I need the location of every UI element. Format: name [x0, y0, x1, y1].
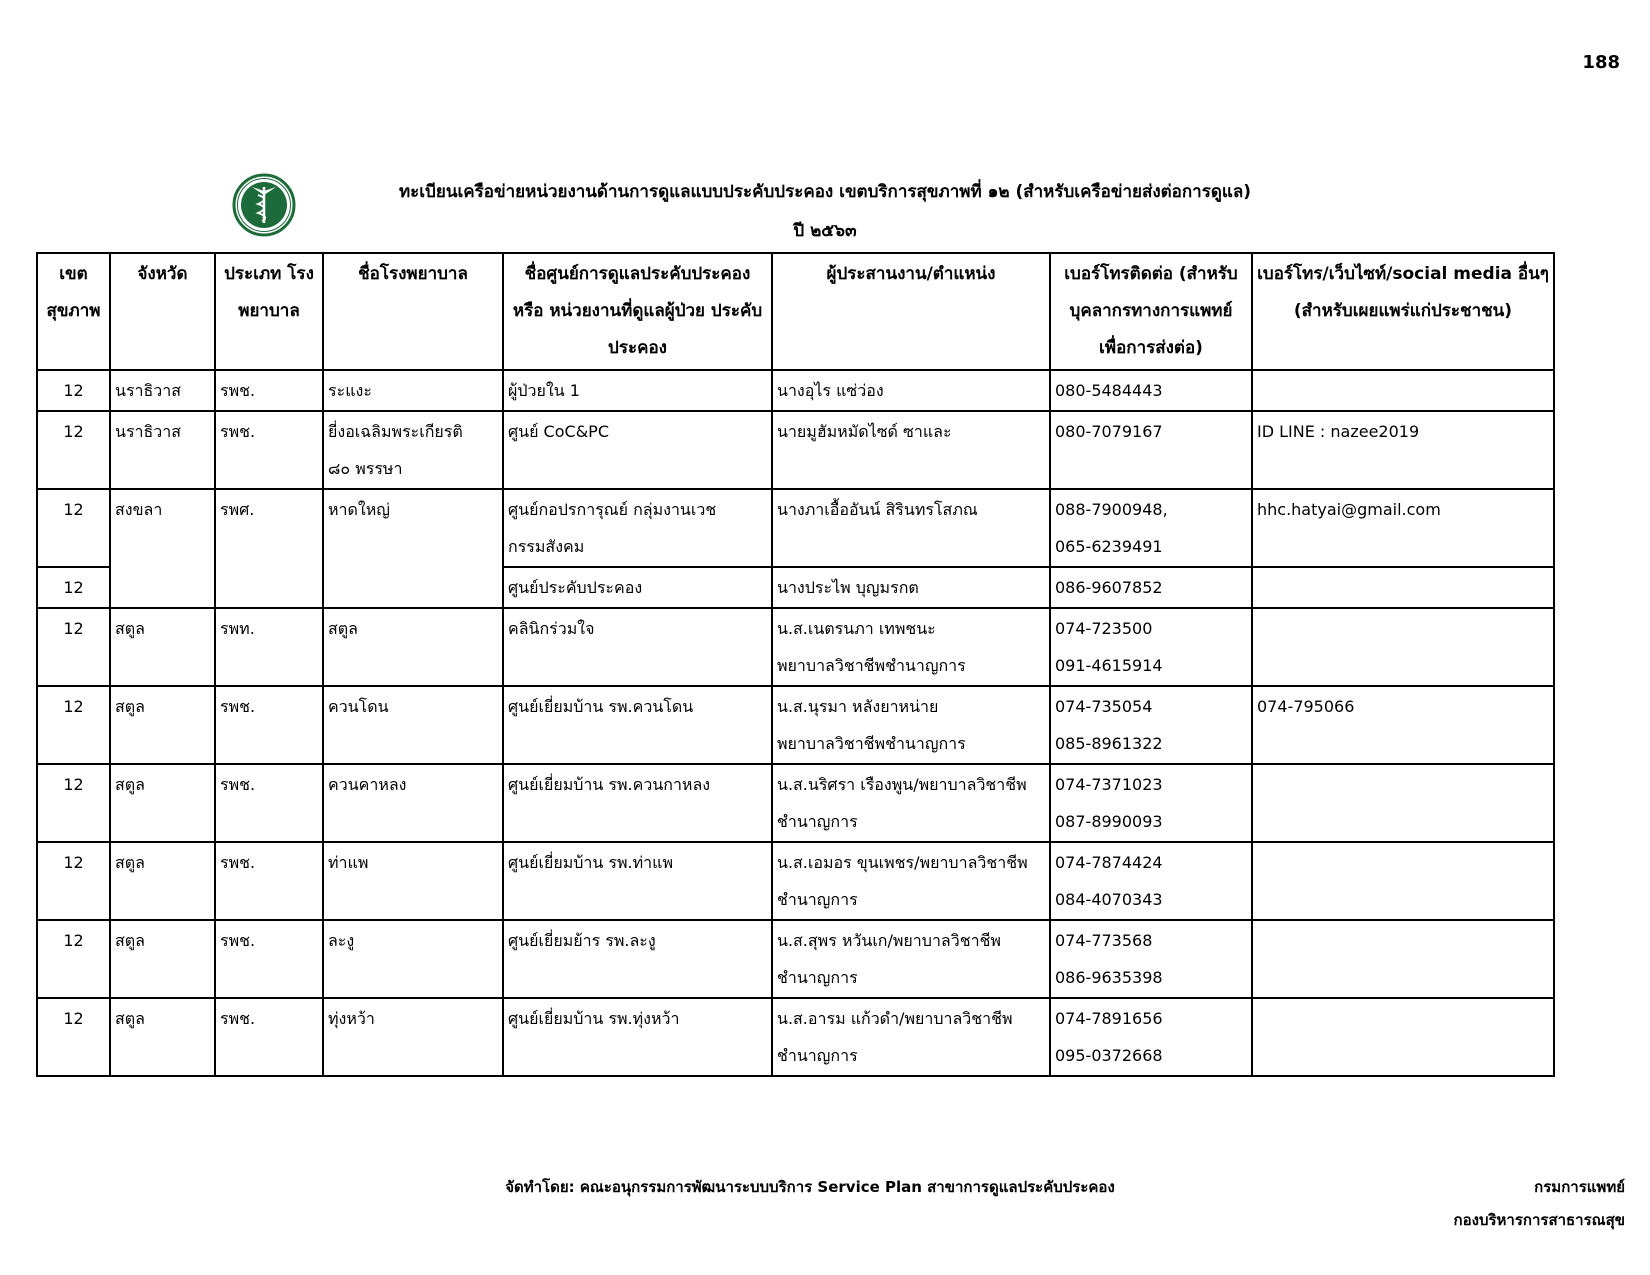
header-coordinator: ผู้ประสานงาน/ตำแหน่ง: [772, 253, 1050, 370]
table-header-row: [37, 253, 1554, 370]
cell-line: ศูนย์ CoC&PC: [508, 422, 609, 441]
cell-line: ศูนย์เยี่ยมบ้าน รพ.ท่าแพ: [508, 853, 674, 872]
cell-referral-phone: [1050, 998, 1252, 1076]
cell-province: สตูล: [110, 998, 215, 1076]
page-number: 188: [1582, 52, 1620, 73]
cell-line: น.ส.นุรมา หลังยาหน่าย: [777, 697, 939, 716]
table-row: [37, 842, 1554, 920]
cell-line: หาดใหญ่: [328, 500, 390, 519]
cell-center-name: [503, 920, 772, 998]
footer-prepared-by: จัดทำโดย: คณะอนุกรรมการพัฒนาระบบบริการ Service Plan สาขาการดูแลประคับประคอง: [505, 1178, 1115, 1196]
cell-hospital-type: รพศ.: [215, 489, 323, 608]
cell-line: ยี่งอเฉลิมพระเกียรติ: [328, 422, 463, 441]
cell-center-name: [503, 567, 772, 608]
header-center-name: ชื่อศูนย์การดูแลประคับประคอง หรือ หน่วยงานที่ดูแลผู้ป่วย ประคับประคอง: [503, 253, 772, 370]
cell-zone: 12: [37, 998, 110, 1076]
cell-line: 074-7371023: [1055, 775, 1163, 794]
cell-line: ชำนาญการ: [777, 812, 858, 831]
cell-line: สตูล: [328, 619, 358, 638]
header-referral-phone: เบอร์โทรติดต่อ (สำหรับ บุคลากรทางการแพทย์ เพื่อการส่งต่อ): [1050, 253, 1252, 370]
cell-public-contact: [1252, 920, 1554, 998]
cell-province: สงขลา: [110, 489, 215, 608]
cell-referral-phone: [1050, 567, 1252, 608]
cell-line: ระแงะ: [328, 381, 372, 400]
footer-department: กรมการแพทย์: [1534, 1178, 1625, 1196]
cell-line: 088-7900948,: [1055, 500, 1168, 519]
cell-province: นราธิวาส: [110, 411, 215, 489]
cell-line: ศูนย์กอปรการุณย์ กลุ่มงานเวช: [508, 500, 717, 519]
cell-coordinator: [772, 608, 1050, 686]
cell-zone: 12: [37, 411, 110, 489]
cell-coordinator: [772, 920, 1050, 998]
cell-line: 095-0372668: [1055, 1046, 1163, 1065]
cell-public-contact: [1252, 764, 1554, 842]
cell-hospital-type: รพช.: [215, 920, 323, 998]
cell-province: สตูล: [110, 842, 215, 920]
cell-hospital-type: รพช.: [215, 370, 323, 411]
cell-public-contact: [1252, 370, 1554, 411]
cell-line: ศูนย์ประคับประคอง: [508, 578, 643, 597]
cell-zone: 12: [37, 567, 110, 608]
cell-referral-phone: [1050, 842, 1252, 920]
cell-referral-phone: [1050, 608, 1252, 686]
cell-hospital-name: [323, 370, 503, 411]
cell-line: ศูนย์เยี่ยมย้าร รพ.ละงู: [508, 931, 656, 950]
cell-hospital-name: [323, 489, 503, 608]
cell-line: นางภาเอื้ออันน์ สิรินทรโสภณ: [777, 500, 978, 519]
cell-line: ท่าแพ: [328, 853, 369, 872]
cell-line: 080-5484443: [1055, 381, 1163, 400]
cell-center-name: [503, 411, 772, 489]
table-row: [37, 764, 1554, 842]
cell-hospital-type: รพท.: [215, 608, 323, 686]
cell-line: 074-773568: [1055, 931, 1153, 950]
cell-line: 086-9635398: [1055, 968, 1163, 987]
cell-public-contact: ID LINE : nazee2019: [1252, 411, 1554, 489]
cell-coordinator: [772, 842, 1050, 920]
cell-line: ทุ่งหว้า: [328, 1009, 375, 1028]
cell-line: พยาบาลวิชาชีพชำนาญการ: [777, 734, 966, 753]
table-row: [37, 489, 1554, 567]
cell-line: 080-7079167: [1055, 422, 1163, 441]
table-row: [37, 608, 1554, 686]
cell-hospital-name: [323, 411, 503, 489]
cell-referral-phone: [1050, 370, 1252, 411]
cell-hospital-name: [323, 998, 503, 1076]
header-zone: เขต สุขภาพ: [37, 253, 110, 370]
cell-line: ควนโดน: [328, 697, 389, 716]
cell-center-name: [503, 842, 772, 920]
cell-hospital-type: รพช.: [215, 686, 323, 764]
cell-coordinator: [772, 567, 1050, 608]
cell-zone: 12: [37, 920, 110, 998]
footer-division: กองบริหารการสาธารณสุข: [1453, 1211, 1625, 1229]
cell-line: นางประไพ บุญมรกต: [777, 578, 919, 597]
cell-line: พยาบาลวิชาชีพชำนาญการ: [777, 656, 966, 675]
cell-zone: 12: [37, 764, 110, 842]
cell-line: ศูนย์เยี่ยมบ้าน รพ.ทุ่งหว้า: [508, 1009, 680, 1028]
document-title: ทะเบียนเครือข่ายหน่วยงานด้านการดูแลแบบประคับประคอง เขตบริการสุขภาพที่ ๑๒ (สำหรับเครือข่ายส่งต่อการดูแล): [398, 182, 1252, 202]
cell-province: สตูล: [110, 608, 215, 686]
cell-line: 074-7874424: [1055, 853, 1163, 872]
cell-zone: 12: [37, 489, 110, 567]
cell-public-contact: 074-795066: [1252, 686, 1554, 764]
cell-hospital-name: [323, 608, 503, 686]
cell-line: ชำนาญการ: [777, 968, 858, 987]
cell-line: นายมูฮัมหมัดไซด์ ซาและ: [777, 422, 952, 441]
cell-line: 087-8990093: [1055, 812, 1163, 831]
table-body: [37, 370, 1554, 1076]
cell-line: คลินิกร่วมใจ: [508, 619, 595, 638]
cell-line: 074-7891656: [1055, 1009, 1163, 1028]
cell-hospital-type: รพช.: [215, 842, 323, 920]
registry-table: [36, 252, 1555, 1077]
cell-hospital-type: รพช.: [215, 411, 323, 489]
cell-coordinator: [772, 764, 1050, 842]
cell-line: 065-6239491: [1055, 537, 1163, 556]
cell-referral-phone: [1050, 411, 1252, 489]
cell-coordinator: [772, 998, 1050, 1076]
cell-public-contact: [1252, 567, 1554, 608]
cell-line: ควนคาหลง: [328, 775, 407, 794]
cell-line: ละงู: [328, 931, 355, 950]
cell-hospital-name: [323, 920, 503, 998]
table-row: [37, 686, 1554, 764]
cell-zone: 12: [37, 686, 110, 764]
header-hospital-type: ประเภท โรงพยาบาล: [215, 253, 323, 370]
cell-line: น.ส.สุพร หวันเก/พยาบาลวิชาชีพ: [777, 931, 1001, 950]
header-public-contact: เบอร์โทร/เว็บไซท์/social media อื่นๆ (สำหรับเผยแพร่แก่ประชาชน): [1252, 253, 1554, 370]
cell-line: 074-723500: [1055, 619, 1153, 638]
cell-center-name: [503, 608, 772, 686]
cell-zone: 12: [37, 608, 110, 686]
table-row: [37, 370, 1554, 411]
header-hospital-name: ชื่อโรงพยาบาล: [323, 253, 503, 370]
cell-line: น.ส.เนตรนภา เทพชนะ: [777, 619, 936, 638]
cell-line: น.ส.เอมอร ขุนเพชร/พยาบาลวิชาชีพ: [777, 853, 1028, 872]
cell-center-name: [503, 489, 772, 567]
cell-line: ชำนาญการ: [777, 890, 858, 909]
cell-province: สตูล: [110, 764, 215, 842]
cell-center-name: [503, 764, 772, 842]
cell-zone: 12: [37, 842, 110, 920]
cell-public-contact: hhc.hatyai@gmail.com: [1252, 489, 1554, 567]
cell-hospital-type: รพช.: [215, 764, 323, 842]
cell-hospital-type: รพช.: [215, 998, 323, 1076]
cell-coordinator: [772, 411, 1050, 489]
cell-zone: 12: [37, 370, 110, 411]
cell-line: นางอุไร แซ่ว่อง: [777, 381, 884, 400]
cell-line: ศูนย์เยี่ยมบ้าน รพ.ควนโดน: [508, 697, 694, 716]
cell-referral-phone: [1050, 764, 1252, 842]
cell-line: ศูนย์เยี่ยมบ้าน รพ.ควนกาหลง: [508, 775, 711, 794]
cell-center-name: [503, 686, 772, 764]
document-subtitle: ปี ๒๕๖๓: [793, 221, 857, 241]
table-row: [37, 920, 1554, 998]
table-row: [37, 411, 1554, 489]
cell-center-name: [503, 370, 772, 411]
cell-coordinator: [772, 686, 1050, 764]
cell-line: 091-4615914: [1055, 656, 1163, 675]
header-province: จังหวัด: [110, 253, 215, 370]
cell-line: ผู้ป่วยใน 1: [508, 381, 580, 400]
cell-province: สตูล: [110, 920, 215, 998]
cell-public-contact: [1252, 998, 1554, 1076]
ministry-logo: [232, 173, 296, 237]
cell-province: นราธิวาส: [110, 370, 215, 411]
cell-coordinator: [772, 489, 1050, 567]
cell-referral-phone: [1050, 920, 1252, 998]
cell-public-contact: [1252, 842, 1554, 920]
cell-hospital-name: [323, 764, 503, 842]
cell-referral-phone: [1050, 489, 1252, 567]
cell-line: น.ส.อารม แก้วดำ/พยาบาลวิชาชีพ: [777, 1009, 1013, 1028]
cell-line: 084-4070343: [1055, 890, 1163, 909]
cell-line: ชำนาญการ: [777, 1046, 858, 1065]
cell-line: 085-8961322: [1055, 734, 1163, 753]
cell-hospital-name: [323, 842, 503, 920]
cell-referral-phone: [1050, 686, 1252, 764]
cell-line: กรรมสังคม: [508, 537, 585, 556]
cell-line: 074-735054: [1055, 697, 1153, 716]
cell-coordinator: [772, 370, 1050, 411]
cell-public-contact: [1252, 608, 1554, 686]
cell-line: น.ส.นริศรา เรืองพูน/พยาบาลวิชาชีพ: [777, 775, 1027, 794]
cell-line: 086-9607852: [1055, 578, 1163, 597]
cell-line: ๘๐ พรรษา: [328, 459, 403, 478]
table-row: [37, 998, 1554, 1076]
cell-hospital-name: [323, 686, 503, 764]
cell-center-name: [503, 998, 772, 1076]
cell-province: สตูล: [110, 686, 215, 764]
